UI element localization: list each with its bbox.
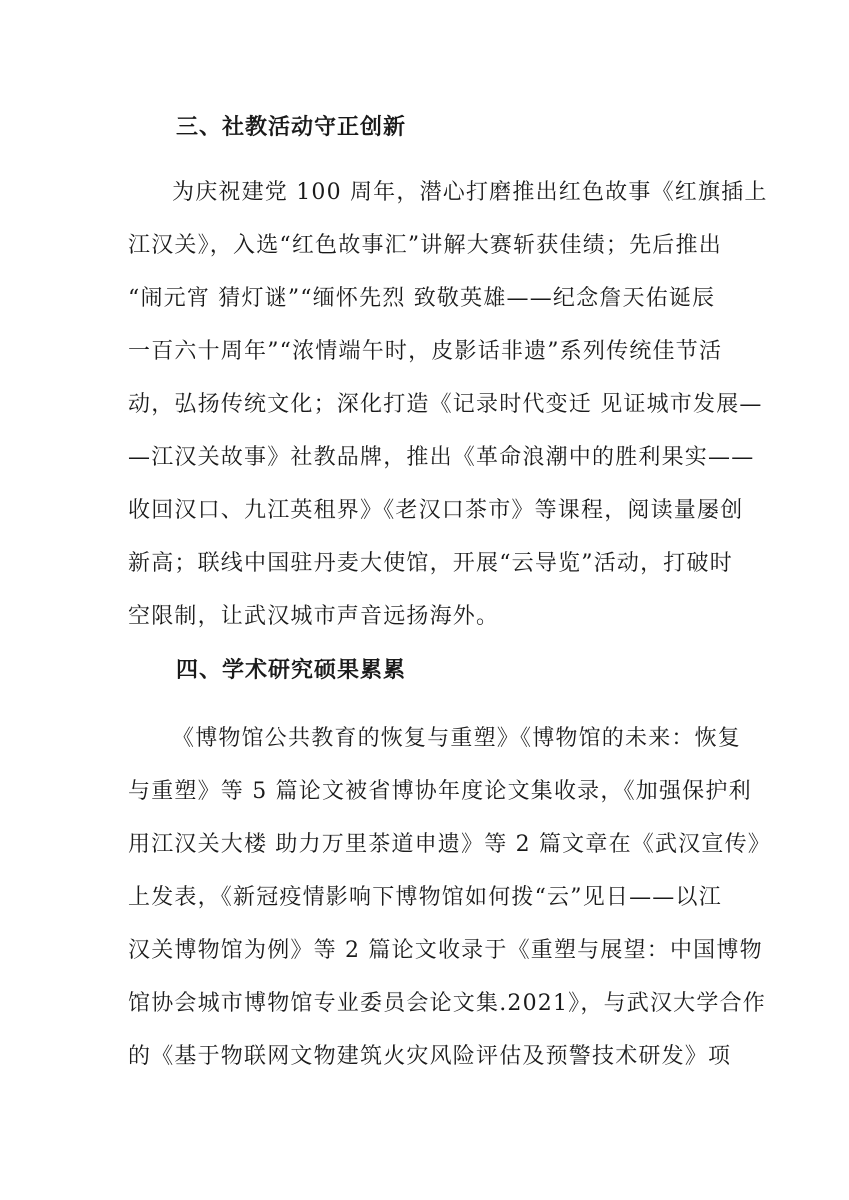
section-heading-academic-research: 四、学术研究硕果累累 — [176, 658, 407, 683]
paragraph-line: 新高；联线中国驻丹麦大使馆，开展“云导览”活动，打破时 — [128, 551, 733, 576]
section-heading-social-education: 三、社教活动守正创新 — [176, 115, 407, 140]
paragraph-line: 与重塑》等 5 篇论文被省博协年度论文集收录，《加强保护利 — [128, 779, 752, 804]
paragraph-line: 的《基于物联网文物建筑火灾风险评估及预警技术研发》项 — [128, 1044, 732, 1069]
paragraph-line: 江汉关》，入选“红色故事汇”讲解大赛斩获佳绩；先后推出 — [128, 233, 722, 258]
paragraph-academic-research — [128, 712, 771, 1083]
paragraph-line: 汉关博物馆为例》等 2 篇论文收录于《重塑与展望：中国博物 — [128, 938, 763, 963]
paragraph-line: 用江汉关大楼 助力万里茶道申遗》等 2 篇文章在《武汉宣传》 — [128, 832, 771, 857]
paragraph-social-education — [128, 166, 768, 643]
paragraph-line: 动，弘扬传统文化；深化打造《记录时代变迁 见证城市发展— — [128, 392, 763, 417]
paragraph-line: 收回汉口、九江英租界》《老汉口茶市》等课程，阅读量屡创 — [128, 498, 744, 523]
paragraph-line: 为庆祝建党 100 周年，潜心打磨推出红色故事《红旗插上 — [172, 180, 768, 205]
paragraph-line: 《博物馆公共教育的恢复与重塑》《博物馆的未来：恢复 — [172, 726, 742, 751]
paragraph-line: 一百六十周年”“浓情端午时，皮影话非遗”系列传统佳节活 — [128, 339, 723, 364]
paragraph-line: 馆协会城市博物馆专业委员会论文集.2021》，与武汉大学合作 — [128, 991, 766, 1016]
paragraph-line: 上发表，《新冠疫情影响下博物馆如何拨“云”见日——以江 — [128, 885, 722, 910]
paragraph-line: “闹元宵 猜灯谜”“缅怀先烈 致敬英雄——纪念詹天佑诞辰 — [128, 286, 716, 311]
paragraph-line: —江汉关故事》社教品牌，推出《革命浪潮中的胜利果实—— — [128, 445, 755, 470]
paragraph-line: 空限制，让武汉城市声音远扬海外。 — [128, 604, 500, 629]
